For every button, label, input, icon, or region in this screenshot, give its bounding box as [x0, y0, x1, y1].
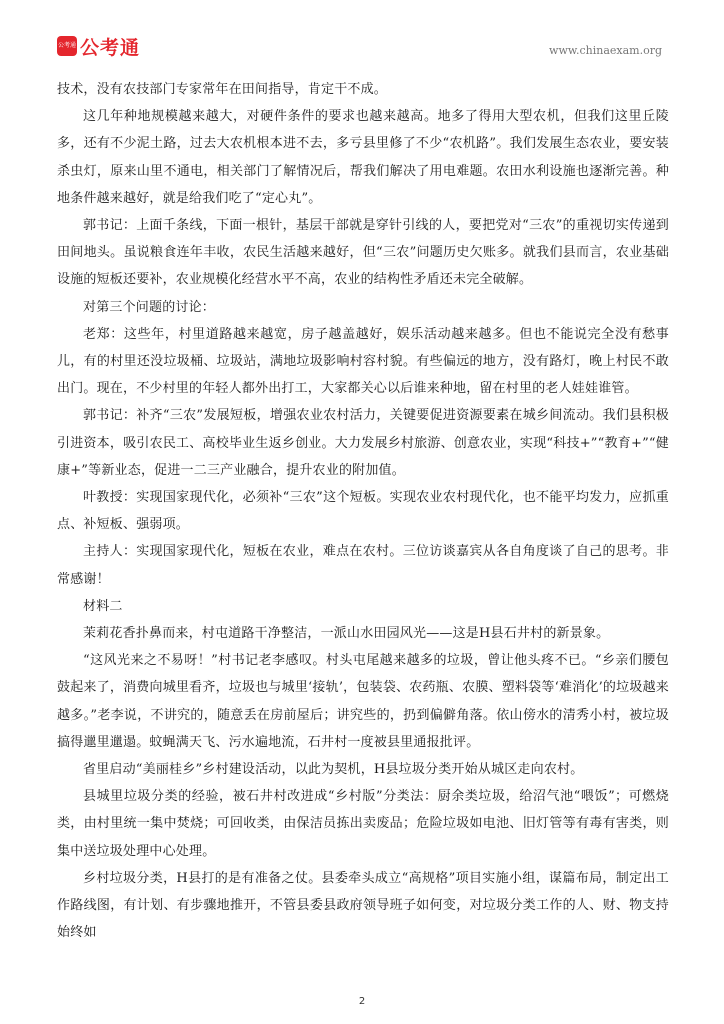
section-heading: 对第三个问题的讨论： [83, 299, 216, 315]
paragraph: 省里启动“美丽桂乡”乡村建设活动，以此为契机，H县垃圾分类开始从城区走向农村。 [83, 762, 584, 778]
page-header [0, 0, 724, 70]
paragraph: 茉莉花香扑鼻而来，村屯道路干净整洁，一派山水田园风光——这是H县石井村的新景象。 [83, 626, 610, 642]
paragraph: 郭书记：上面千条线，下面一根针，基层干部就是穿针引线的人，要把党对“三农”的重视切实传递到田间地头。虽说粮食连年丰收，农民生活越来越好，但“三农”问题历史欠账多。就我们县而言，农业基础设施的短板还要补，农业规模化经营水平不高，农业的结构性矛盾还未完全破解。 [57, 218, 669, 288]
document-body [57, 76, 669, 947]
paragraph: 叶教授：实现国家现代化，必须补“三农”这个短板。实现农业农村现代化，也不能平均发力，应抓重点、补短板、强弱项。 [57, 490, 669, 533]
page-number: 2 [358, 996, 366, 1007]
paragraph: 县城里垃圾分类的经验，被石井村改进成“乡村版”分类法：厨余类垃圾，给沼气池“喂饭”；可燃烧类，由村里统一集中焚烧；可回收类，由保洁员拣出卖废品；危险垃圾如电池、旧灯管等有毒有害类，则集中送垃圾处理中心处理。 [57, 789, 669, 859]
logo-text: 公考通 [80, 37, 141, 59]
paragraph: 郭书记：补齐“三农”发展短板，增强农业农村活力，关键要促进资源要素在城乡间流动。我们县积极引进资本，吸引农民工、高校毕业生返乡创业。大力发展乡村旅游、创意农业，实现“科技+”“教育+”“健康+”等新业态，促进一二三产业融合，提升农业的附加值。 [57, 408, 669, 478]
paragraph: 乡村垃圾分类，H县打的是有准备之仗。县委牵头成立“高规格”项目实施小组，谋篇布局，制定出工作路线图，有计划、有步骤地推开，不管县委县政府领导班子如何变，对垃圾分类工作的人、财、物支持始终如 [57, 870, 669, 941]
logo-badge: 公考通 [57, 36, 77, 56]
site-url: www.chinaexam.org [549, 44, 662, 57]
paragraph: 主持人：实现国家现代化，短板在农业，难点在农村。三位访谈嘉宾从各自角度谈了自己的思考。非常感谢！ [57, 544, 669, 587]
section-heading: 材料二 [83, 598, 123, 614]
paragraph: “这风光来之不易呀！”村书记老李感叹。村头屯尾越来越多的垃圾，曾让他头疼不已。“乡亲们腰包鼓起来了，消费向城里看齐，垃圾也与城里‘接轨’，包装袋、农药瓶、农膜、塑料袋等‘难消化’的垃圾越来越多。”老李说，不讲究的，随意丢在房前屋后；讲究些的，扔到偏僻角落。依山傍水的清秀小村，被垃圾搞得邋里邋遢。蚊蝇满天飞、污水遍地流，石井村一度被县里通报批评。 [57, 653, 669, 750]
paragraph: 老郑：这些年，村里道路越来越宽，房子越盖越好，娱乐活动越来越多。但也不能说完全没有愁事儿，有的村里还没垃圾桶、垃圾站，满地垃圾影响村容村貌。有些偏远的地方，没有路灯，晚上村民不敢出门。现在，不少村里的年轻人都外出打工，大家都关心以后谁来种地，留在村里的老人娃娃谁管。 [57, 326, 669, 397]
paragraph: 这几年种地规模越来越大，对硬件条件的要求也越来越高。地多了得用大型农机，但我们这里丘陵多，还有不少泥土路，过去大农机根本进不去，多亏县里修了不少“农机路”。我们发展生态农业，要安装杀虫灯，原来山里不通电，相关部门了解情况后，帮我们解决了用电难题。农田水利设施也逐渐完善。种地条件越来越好，就是给我们吃了“定心丸”。 [57, 109, 669, 206]
paragraph: 技术，没有农技部门专家常年在田间指导，肯定干不成。 [57, 82, 388, 97]
